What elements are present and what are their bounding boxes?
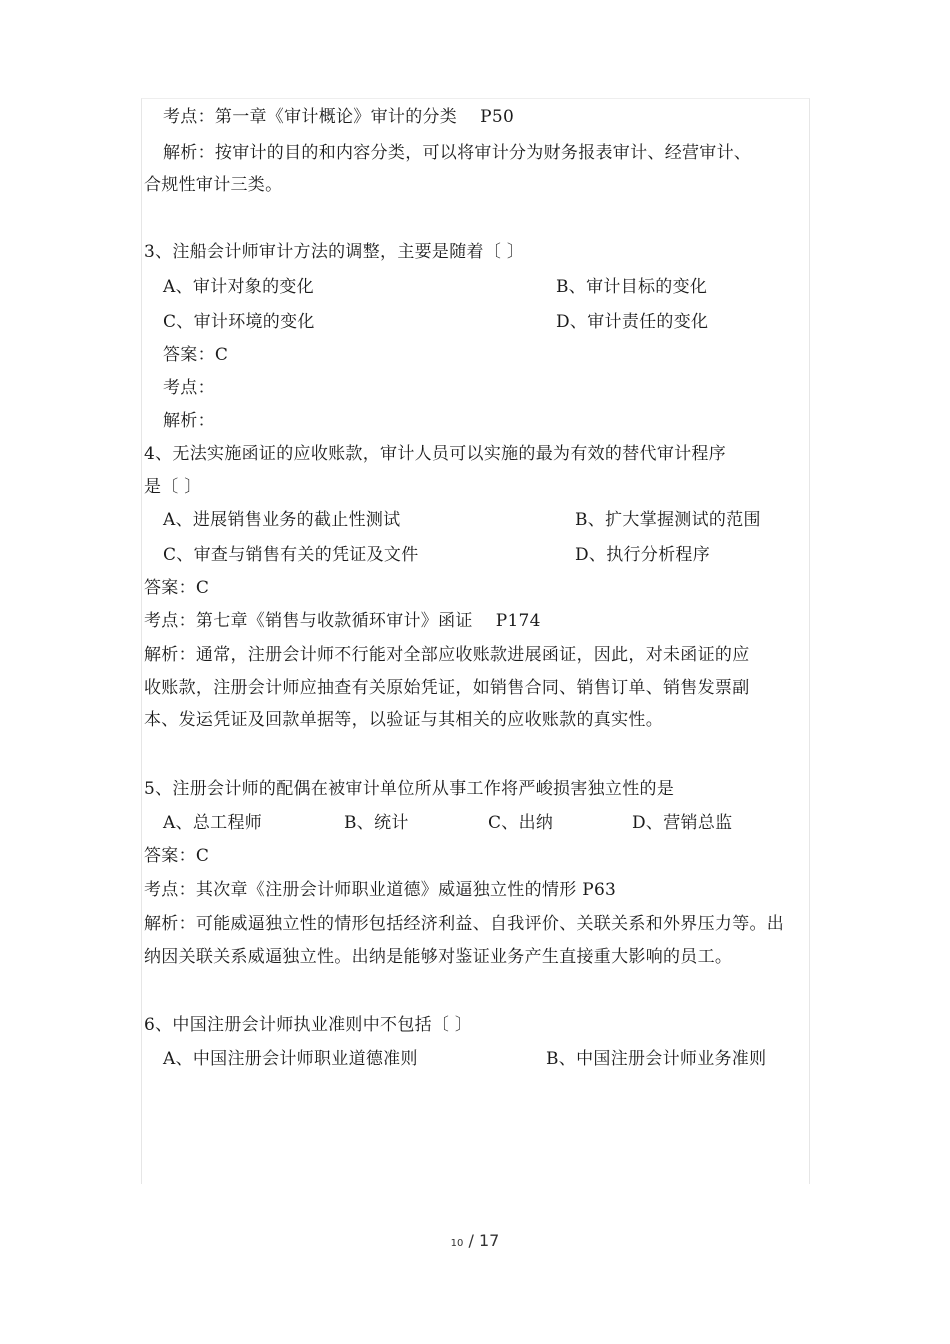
q4-jiexi-line-1: 解析：通常，注册会计师不行能对全部应收账款进展函证，因此，对未函证的应 — [144, 645, 750, 665]
q3-answer: 答案：C — [163, 345, 229, 365]
q5-option-c: C、出纳 — [488, 813, 554, 833]
q5-jiexi-line-1: 解析：可能威逼独立性的情形包括经济利益、自我评价、关联关系和外界压力等。出 — [144, 914, 785, 934]
q3-option-d: D、审计责任的变化 — [556, 312, 709, 332]
q4-option-b: B、扩大掌握测试的范围 — [575, 510, 761, 530]
q3-kaodian: 考点： — [163, 378, 215, 398]
q3-jiexi: 解析： — [163, 411, 215, 431]
q4-jiexi-line-3: 本、发运凭证及回款单据等，以验证与其相关的应收账款的真实性。 — [144, 710, 663, 730]
q6-option-a: A、中国注册会计师职业道德准则 — [163, 1049, 418, 1069]
jiexi-2-line-1: 解析：按审计的目的和内容分类，可以将审计分为财务报表审计、经营审计、 — [163, 143, 752, 163]
q6-option-b: B、中国注册会计师业务准则 — [546, 1049, 767, 1069]
page-separator: / — [463, 1231, 479, 1250]
q4-option-a: A、进展销售业务的截止性测试 — [163, 510, 401, 530]
q4-option-d: D、执行分析程序 — [575, 545, 711, 565]
question-4-line-1: 4、无法实施函证的应收账款，审计人员可以实施的最为有效的替代审计程序 — [144, 444, 727, 464]
q5-option-b: B、统计 — [344, 813, 409, 833]
q4-kaodian: 考点：第七章《销售与收款循环审计》函证 P174 — [144, 611, 541, 631]
q4-jiexi-line-2: 收账款，注册会计师应抽查有关原始凭证，如销售合同、销售订单、销售发票副 — [144, 678, 750, 698]
current-page: 10 — [450, 1238, 464, 1249]
q5-answer: 答案：C — [144, 846, 210, 866]
jiexi-2-line-2: 合规性审计三类。 — [144, 175, 283, 195]
q4-option-c: C、审查与销售有关的凭证及文件 — [163, 545, 419, 565]
q5-kaodian: 考点：其次章《注册会计师职业道德》威逼独立性的情形 P63 — [144, 880, 617, 900]
q5-option-a: A、总工程师 — [163, 813, 263, 833]
q3-option-b: B、审计目标的变化 — [556, 277, 708, 297]
q5-jiexi-line-2: 纳因关联关系威逼独立性。出纳是能够对鉴证业务产生直接重大影响的员工。 — [144, 947, 733, 967]
total-pages: 17 — [478, 1231, 500, 1250]
question-4-line-2: 是〔 〕 — [144, 477, 202, 497]
question-6: 6、中国注册会计师执业准则中不包括〔 〕 — [144, 1015, 473, 1035]
q3-option-a: A、审计对象的变化 — [163, 277, 314, 297]
question-3: 3、注船会计师审计方法的调整，主要是随着〔 〕 — [144, 242, 525, 262]
page-number — [0, 1231, 950, 1250]
q5-option-d: D、营销总监 — [632, 813, 733, 833]
q4-answer: 答案：C — [144, 578, 210, 598]
q3-option-c: C、审计环境的变化 — [163, 312, 315, 332]
question-5: 5、注册会计师的配偶在被审计单位所从事工作将严峻损害独立性的是 — [144, 779, 675, 799]
kaodian-2: 考点：第一章《审计概论》审计的分类 P50 — [163, 107, 515, 127]
